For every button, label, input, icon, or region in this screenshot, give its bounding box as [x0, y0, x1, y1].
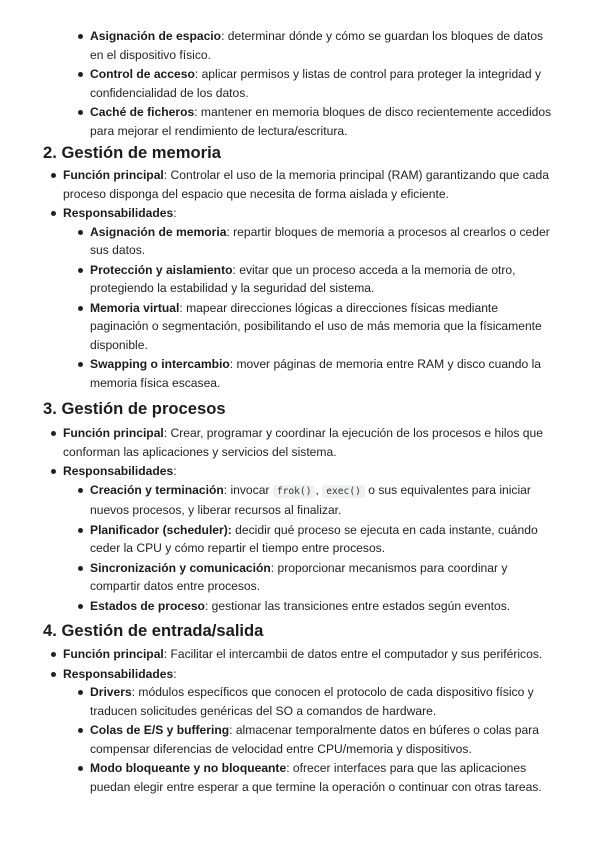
item-text: : módulos específicos que conocen el protocolo de cada dispositivo físico y traducen solicitudes genéricas del SO a comandos de hardware. [90, 685, 534, 718]
bullet [78, 766, 83, 771]
bullet [78, 72, 83, 77]
item-term: Creación y terminación [90, 482, 224, 497]
item-term: Responsabilidades [63, 206, 174, 220]
bullet [51, 652, 56, 657]
item-term: Estados de proceso [90, 598, 205, 613]
bullet [78, 690, 83, 695]
item-text: : determinar dónde y cómo se guardan los bloques de datos en el dispositivo físico. [90, 29, 544, 62]
bullet [51, 469, 56, 474]
section-list [0, 424, 600, 616]
code-fork: frok() [273, 485, 316, 498]
bullet [51, 672, 56, 677]
item-text: o sus equivalentes para iniciar nuevos procesos, y liberar recursos al finalizar. [90, 482, 531, 517]
list-item [90, 261, 554, 298]
section-list [0, 645, 600, 797]
list-item [90, 597, 554, 616]
item-term: Planificador (scheduler): [90, 522, 232, 537]
bullet [78, 268, 83, 273]
item-text: : gestionar las transiciones entre estados según eventos. [204, 598, 511, 613]
list-item [90, 683, 554, 720]
continued-responsibilities-list [0, 27, 600, 141]
bullet [78, 528, 83, 533]
list-item [90, 355, 554, 392]
item-text: decidir qué proceso se ejecuta en cada instante, cuándo ceder la CPU y cómo repartir el tiempo entre procesos. [90, 522, 538, 555]
bullet [78, 728, 83, 733]
item-text: : mantener en memoria bloques de disco recientemente accedidos para mejorar el rendimiento de lectura/escritura. [90, 105, 552, 138]
item-term: Responsabilidades [63, 464, 174, 478]
section-heading: 2. Gestión de memoria [43, 143, 221, 162]
section-heading: 3. Gestión de procesos [43, 399, 226, 418]
list-item [90, 223, 554, 260]
bullet [51, 173, 56, 178]
item-term: Caché de ficheros [90, 105, 195, 119]
list-item [0, 424, 600, 461]
list-item [90, 559, 554, 596]
item-text: : evitar que un proceso acceda a la memoria de otro, protegiendo la estabilidad y la seguridad del sistema. [90, 262, 516, 295]
item-term: Swapping o intercambio [90, 357, 230, 371]
bullet [51, 211, 56, 216]
code-exec: exec() [322, 485, 365, 498]
bullet [78, 566, 83, 571]
item-term: Drivers [90, 685, 132, 699]
item-term: Memoria virtual [90, 300, 180, 315]
list-item [90, 27, 554, 64]
list-item [90, 759, 554, 796]
item-text: : proporcionar mecanismos para coordinar y compartir datos entre procesos. [90, 560, 508, 593]
item-text: : [173, 464, 177, 478]
bullet [78, 362, 83, 367]
item-term: Protección y aislamiento [90, 262, 233, 277]
item-term: Responsabilidades [63, 666, 174, 681]
bullet [78, 306, 83, 311]
item-term: Función principal [63, 647, 164, 661]
list-item [0, 665, 600, 797]
item-text: : repartir bloques de memoria a procesos al crearlos o ceder sus datos. [90, 224, 550, 257]
item-text: : mapear direcciones lógicas a direcciones físicas mediante paginación o segmentación, posibilitando el uso de más memoria que la físicamente disponible. [90, 300, 542, 352]
list-item [0, 462, 600, 615]
item-text: : Controlar el uso de la memoria principal (RAM) garantizando que cada proceso disponga del espacio que necesita de forma aislada y eficiente. [63, 168, 549, 201]
bullet [78, 488, 83, 493]
list-item [90, 103, 554, 140]
item-text: : almacenar temporalmente datos en búferes o colas para compensar diferencias de velocidad entre CPU/memoria y dispositivos. [90, 723, 540, 756]
item-text: : Facilitar el intercambii de datos entre el computador y sus periféricos. [163, 647, 543, 661]
item-text: : [173, 666, 177, 681]
item-text: , [315, 482, 323, 497]
section-list [0, 166, 600, 393]
item-term: Asignación de memoria [90, 224, 227, 239]
sub-list [63, 481, 554, 616]
bullet [51, 431, 56, 436]
item-term: Colas de E/S y buffering [90, 723, 230, 737]
item-term: Función principal [63, 168, 164, 182]
list-item [90, 481, 554, 520]
bullet [78, 34, 83, 39]
sub-list [63, 223, 554, 393]
item-text: : mover páginas de memoria entre RAM y disco cuando la memoria física escasea. [90, 357, 541, 390]
list-item [90, 521, 554, 558]
item-text: : invocar [223, 482, 273, 497]
item-text: : [173, 206, 177, 220]
bullet [78, 230, 83, 235]
bullet [78, 604, 83, 609]
item-term: Asignación de espacio [90, 29, 222, 43]
list-item [90, 299, 554, 355]
item-term: Función principal [63, 426, 164, 440]
section-heading: 4. Gestión de entrada/salida [43, 621, 264, 640]
item-text: : ofrecer interfaces para que las aplicaciones puedan elegir entre esperar a que termine la operación o continuar con otras tareas. [90, 761, 542, 794]
list-item [0, 204, 600, 392]
item-text: : Crear, programar y coordinar la ejecución de los procesos e hilos que conforman las aplicaciones y servicios del sistema. [63, 426, 543, 459]
list-item [90, 65, 554, 102]
list-item [0, 166, 600, 203]
item-term: Modo bloqueante y no bloqueante [90, 761, 287, 775]
list-item [0, 645, 600, 664]
bullet [78, 110, 83, 115]
sub-list [63, 683, 554, 796]
item-term: Sincronización y comunicación [90, 560, 271, 575]
item-text: : aplicar permisos y listas de control para proteger la integridad y confidencialidad de los datos. [90, 67, 542, 100]
item-term: Control de acceso [90, 67, 195, 81]
list-item [90, 721, 554, 758]
